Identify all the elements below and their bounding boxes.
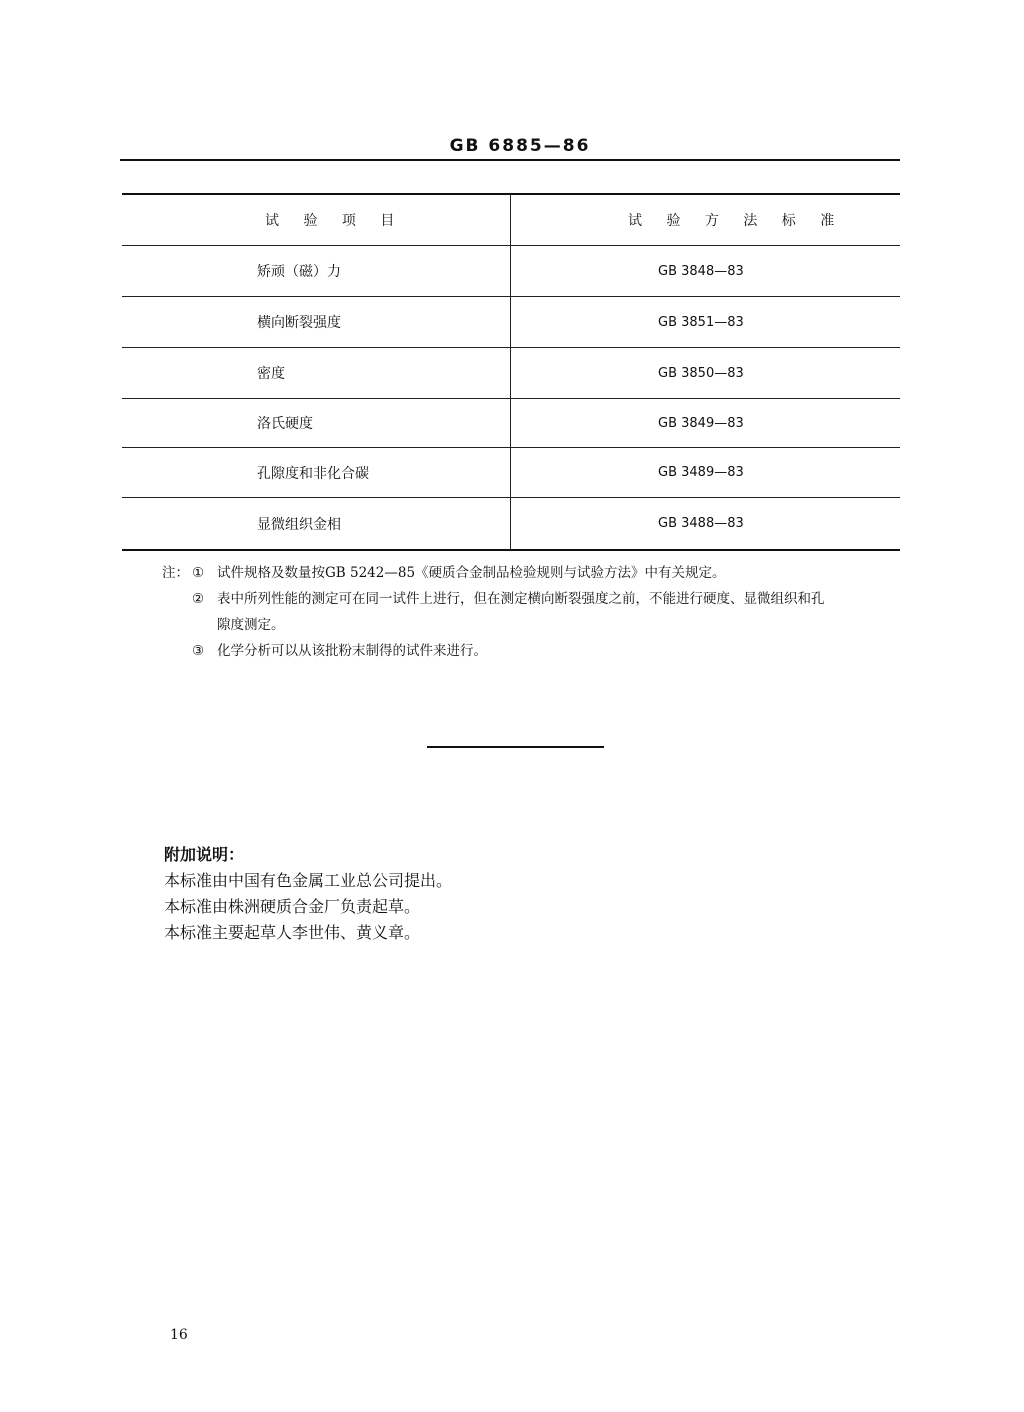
notes-label: 注： <box>162 565 189 581</box>
test-methods-table <box>122 193 900 551</box>
table-row <box>122 246 900 297</box>
test-item: 孔隙度和非化合碳 <box>257 465 369 482</box>
table-header-row <box>122 193 900 246</box>
test-item: 矫顽（磁）力 <box>257 264 341 280</box>
table-row <box>122 448 900 498</box>
note-item <box>162 560 907 586</box>
test-standard: GB 3851—83 <box>658 314 744 330</box>
header-rule <box>120 159 900 161</box>
standard-code-header: GB 6885—86 <box>449 136 591 156</box>
header-test-standard: 试 验 方 法 标 准 <box>628 213 845 229</box>
test-item: 显微组织金相 <box>257 516 341 533</box>
header-test-item: 试 验 项 目 <box>265 213 405 229</box>
page-number: 16 <box>170 1327 188 1343</box>
table-row <box>122 297 900 348</box>
section-separator <box>427 746 604 748</box>
test-item: 横向断裂强度 <box>257 315 341 331</box>
test-standard: GB 3849—83 <box>658 415 744 431</box>
column-divider <box>510 195 511 245</box>
table-row <box>122 498 900 551</box>
column-divider <box>510 297 511 347</box>
additional-notes <box>164 842 452 946</box>
note-item-continuation <box>162 612 907 638</box>
column-divider <box>510 399 511 447</box>
column-divider <box>510 348 511 398</box>
test-standard: GB 3848—83 <box>658 263 744 279</box>
note-text: 表中所列性能的测定可在同一试件上进行，但在测定横向断裂强度之前，不能进行硬度、显微组织和孔 <box>217 591 825 607</box>
test-item: 密度 <box>257 366 285 382</box>
additional-notes-title: 附加说明： <box>164 845 245 864</box>
note-item <box>162 638 907 664</box>
test-standard: GB 3850—83 <box>658 365 744 381</box>
note-number: ③ <box>192 643 205 659</box>
additional-note-line: 本标准由中国有色金属工业总公司提出。 <box>164 871 453 890</box>
note-text: 隙度测定。 <box>217 617 285 633</box>
column-divider <box>510 246 511 296</box>
note-number: ② <box>192 591 205 607</box>
test-standard: GB 3488—83 <box>658 516 744 531</box>
note-item <box>162 586 907 612</box>
table-row <box>122 348 900 399</box>
test-standard: GB 3489—83 <box>658 465 744 480</box>
note-text: 化学分析可以从该批粉末制得的试件来进行。 <box>217 643 487 659</box>
test-item: 洛氏硬度 <box>257 416 313 432</box>
additional-note-line: 本标准由株洲硬质合金厂负责起草。 <box>164 897 421 916</box>
additional-note-line: 本标准主要起草人李世伟、黄义章。 <box>164 923 421 942</box>
column-divider <box>510 448 511 497</box>
note-number: ① <box>192 565 205 581</box>
table-notes <box>162 560 907 664</box>
column-divider <box>510 498 511 549</box>
table-row <box>122 399 900 448</box>
note-text: 试件规格及数量按GB 5242—85《硬质合金制品检验规则与试验方法》中有关规定。 <box>217 565 726 581</box>
